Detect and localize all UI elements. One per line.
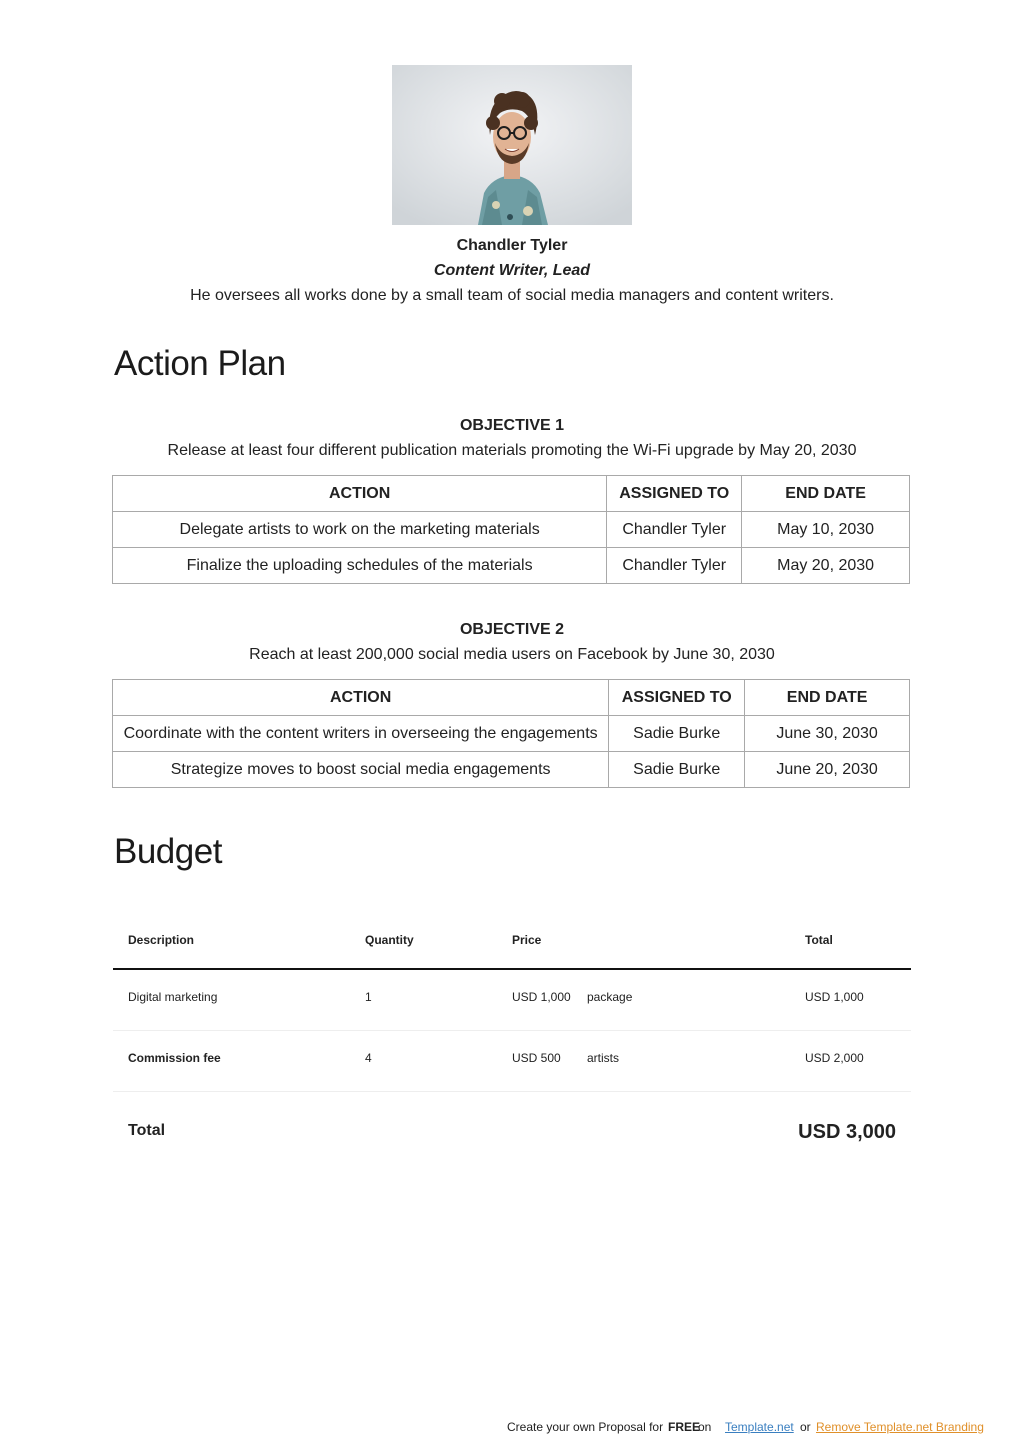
- objective-1-heading: OBJECTIVE 1: [459, 417, 565, 434]
- objective-2-table: [112, 679, 910, 788]
- action-cell: Strategize moves to boost social media engagements: [113, 752, 609, 788]
- column-header-assigned: ASSIGNED TO: [607, 476, 742, 512]
- budget-total-cell: USD 1,000: [805, 990, 864, 1004]
- budget-title: Budget: [114, 832, 222, 871]
- budget-unit-cell: package: [587, 990, 633, 1004]
- end-date-cell: June 30, 2030: [745, 716, 910, 752]
- budget-quantity-cell: 1: [365, 990, 372, 1004]
- footer-prefix: Create your own Proposal for: [507, 1420, 664, 1434]
- budget-row-divider: [113, 1030, 911, 1031]
- person-illustration-icon: [392, 65, 632, 225]
- budget-unit-cell: artists: [587, 1051, 620, 1065]
- budget-quantity-cell: 4: [365, 1051, 372, 1065]
- footer-free: FREE: [668, 1420, 701, 1434]
- column-header-action: ACTION: [113, 680, 609, 716]
- objective-1-table: [112, 475, 910, 584]
- end-date-cell: May 10, 2030: [742, 512, 910, 548]
- footer-on: on: [698, 1420, 712, 1434]
- objective-1-text: Release at least four different publication materials promoting the Wi-Fi upgrade by May 20, 2030: [167, 442, 857, 459]
- budget-price-cell: USD 500: [512, 1051, 561, 1065]
- action-cell: Coordinate with the content writers in overseeing the engagements: [113, 716, 609, 752]
- end-date-cell: June 20, 2030: [745, 752, 910, 788]
- table-header-row: [113, 680, 910, 716]
- action-cell: Delegate artists to work on the marketing materials: [113, 512, 607, 548]
- assigned-cell: Sadie Burke: [609, 716, 745, 752]
- table-row: [113, 512, 910, 548]
- objective-2-text: Reach at least 200,000 social media users on Facebook by June 30, 2030: [249, 646, 775, 663]
- profile-photo: [392, 65, 632, 225]
- end-date-cell: May 20, 2030: [742, 548, 910, 584]
- budget-total-label: Total: [128, 1122, 166, 1139]
- template-net-link[interactable]: Template.net: [725, 1420, 794, 1434]
- footer-or: or: [800, 1420, 811, 1434]
- remove-branding-link[interactable]: Remove Template.net Branding: [816, 1420, 984, 1434]
- budget-header-description: Description: [128, 933, 195, 947]
- budget-description-cell: Commission fee: [128, 1051, 221, 1065]
- budget-header-divider: [113, 968, 911, 970]
- column-header-assigned: ASSIGNED TO: [609, 680, 745, 716]
- budget-total-cell: USD 2,000: [805, 1051, 864, 1065]
- objective-2-heading: OBJECTIVE 2: [459, 621, 565, 638]
- budget-description-cell: Digital marketing: [128, 990, 218, 1004]
- table-header-row: [113, 476, 910, 512]
- profile-role: Content Writer, Lead: [433, 262, 591, 279]
- table-row: [113, 752, 910, 788]
- assigned-cell: Chandler Tyler: [607, 548, 742, 584]
- budget-header-total: Total: [805, 933, 833, 947]
- budget-row-divider: [113, 1091, 911, 1092]
- assigned-cell: Chandler Tyler: [607, 512, 742, 548]
- table-row: [113, 548, 910, 584]
- profile-description: He oversees all works done by a small team of social media managers and content writers.: [190, 287, 834, 304]
- assigned-cell: Sadie Burke: [609, 752, 745, 788]
- budget-total-value: USD 3,000: [798, 1121, 896, 1143]
- profile-name: Chandler Tyler: [456, 237, 568, 254]
- budget-price-cell: USD 1,000: [512, 990, 571, 1004]
- action-plan-title: Action Plan: [114, 344, 286, 383]
- column-header-action: ACTION: [113, 476, 607, 512]
- column-header-end-date: END DATE: [745, 680, 910, 716]
- budget-header-price: Price: [512, 933, 542, 947]
- table-row: [113, 716, 910, 752]
- budget-header-quantity: Quantity: [365, 933, 414, 947]
- column-header-end-date: END DATE: [742, 476, 910, 512]
- action-cell: Finalize the uploading schedules of the materials: [113, 548, 607, 584]
